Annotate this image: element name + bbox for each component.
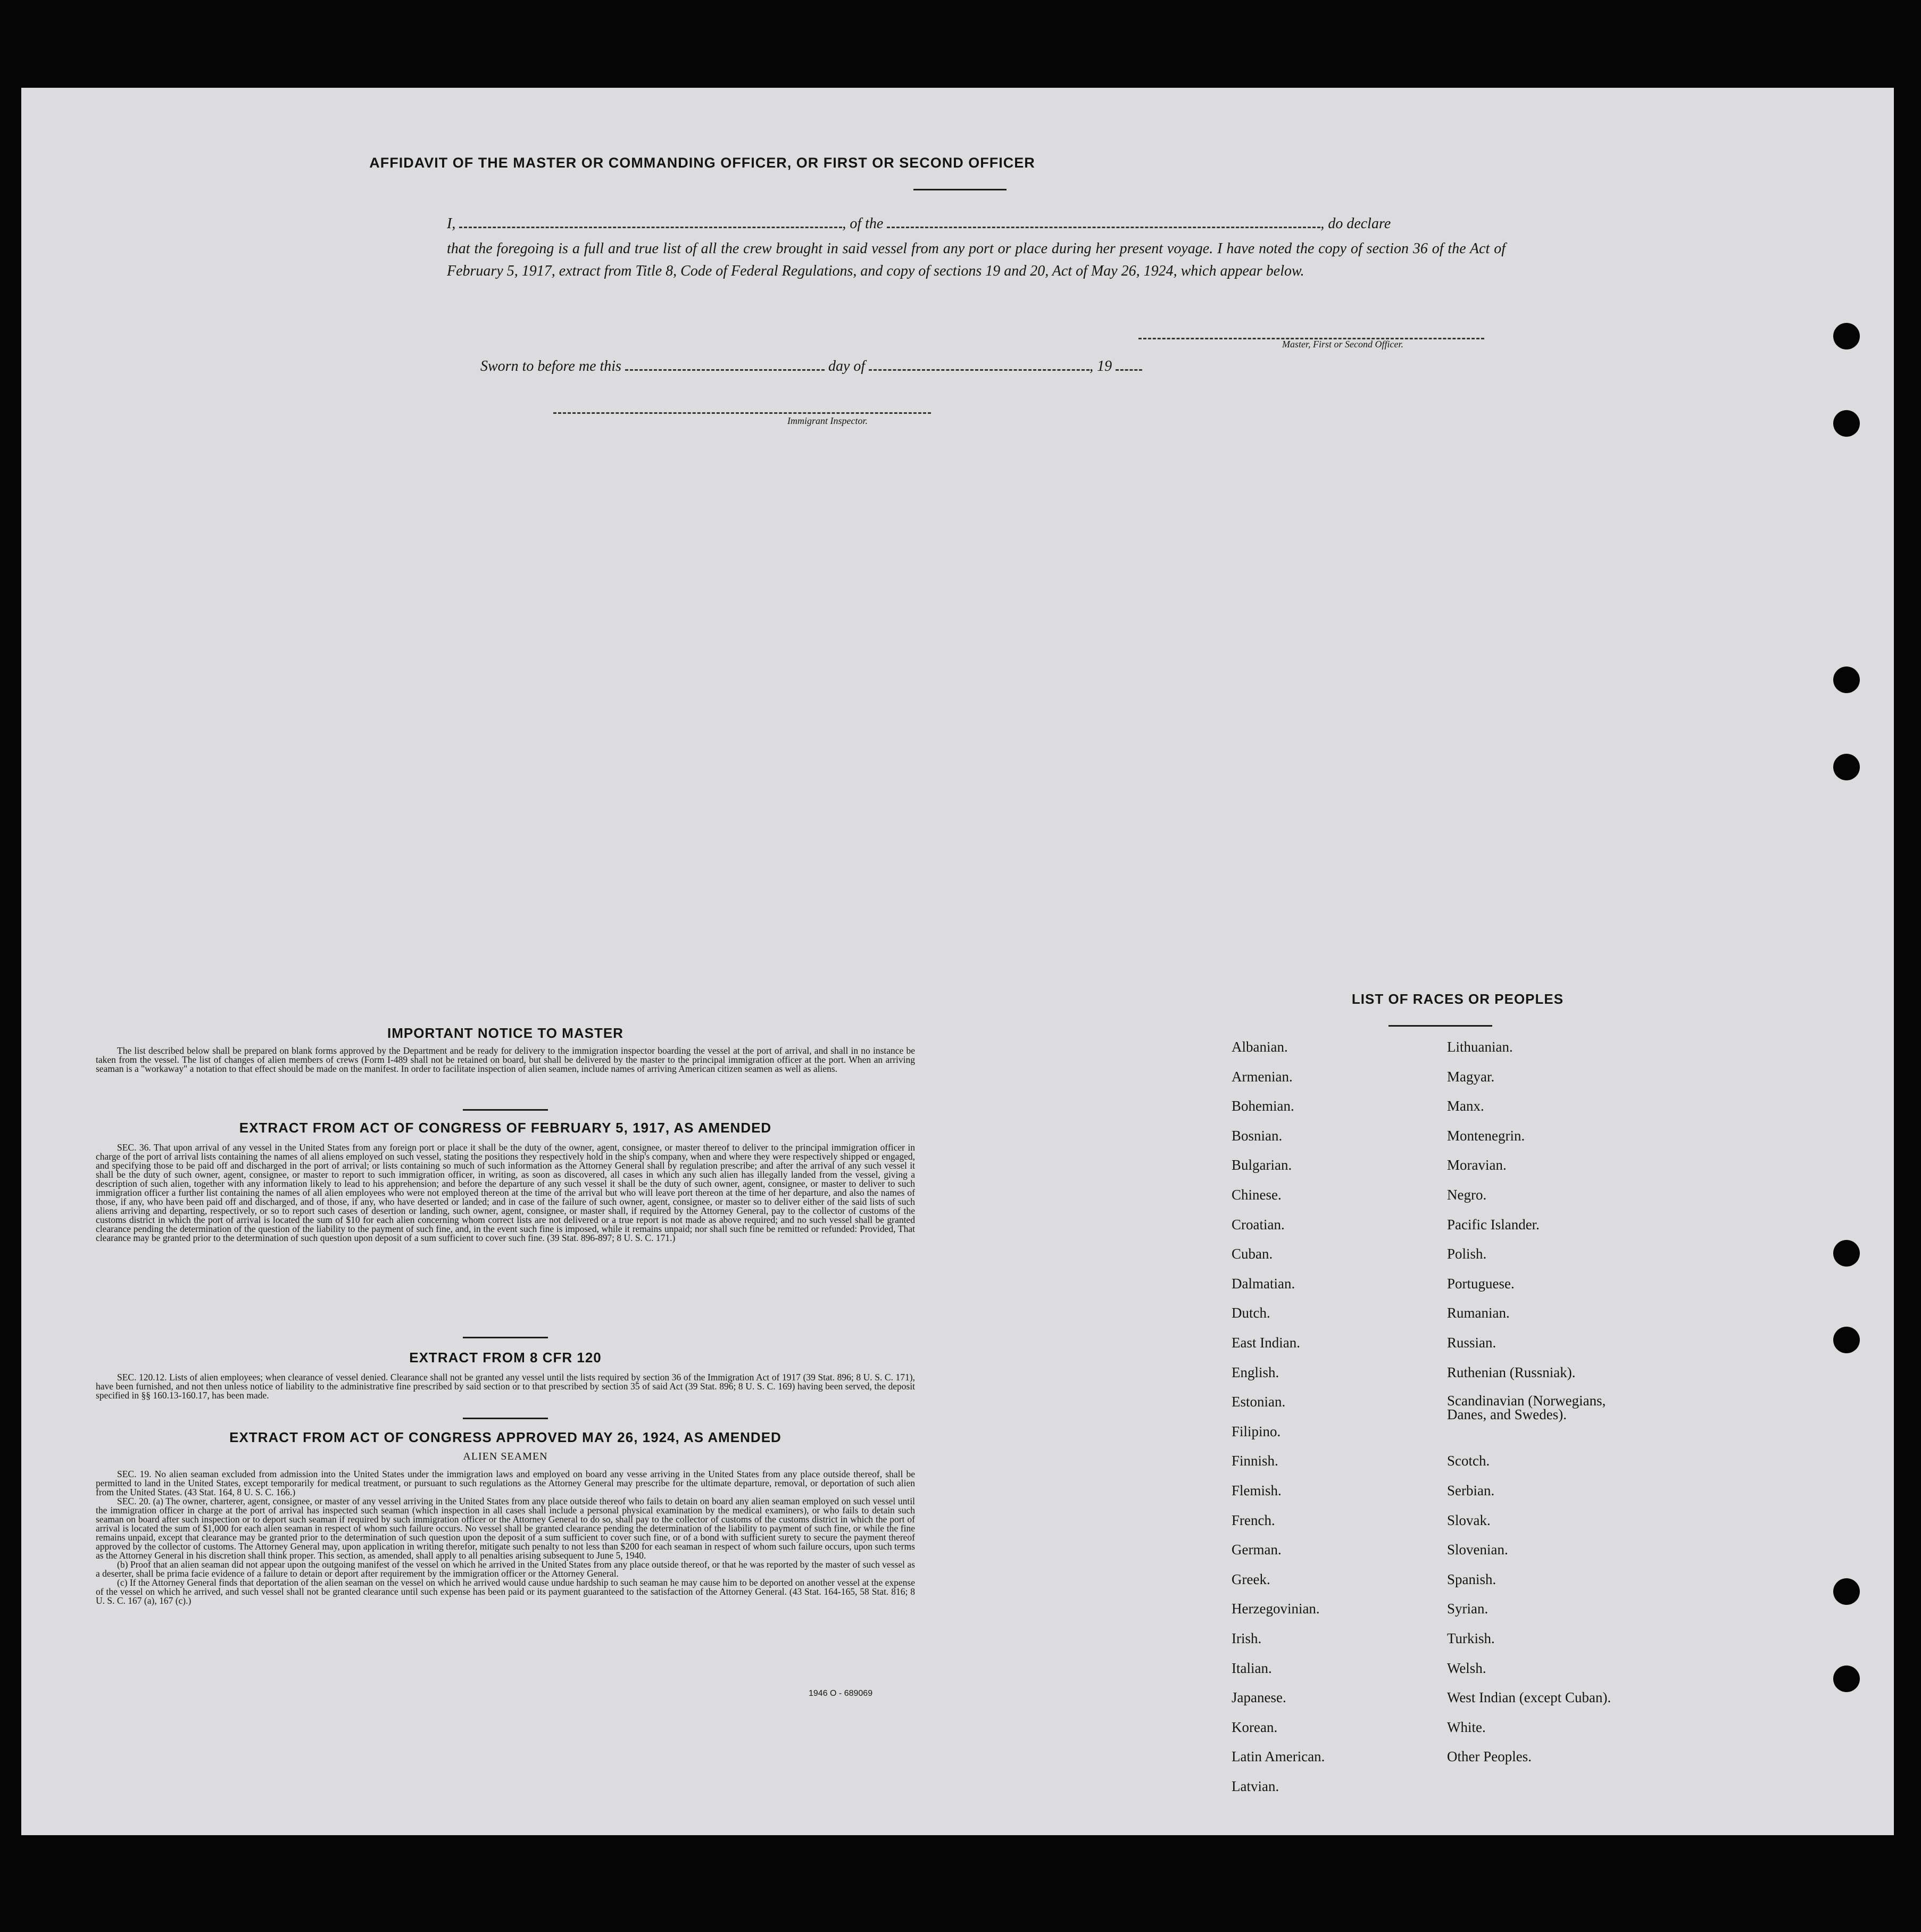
race-item: Armenian. [1232,1069,1293,1085]
notice-text: The list described below shall be prepared on blank forms approved by the Department and be ready for delivery to the immigration inspector boarding the vessel at the port of arrival, and shall in no instance be taken from the vessel. The list of changes of alien members of crews (Form I-489 shall not be retained on board, but shall be delivered by the master to the principal immigration officer at the port. When an arriving seaman is a "workaway" a notation to that effect should be made on the manifest. In order to facilitate inspection of alien seamen, include names of arriving American citizen seamen as well as aliens. [96,1045,915,1074]
race-item: Spanish. [1447,1571,1496,1587]
race-item: Korean. [1232,1719,1278,1735]
extract-1924-sec20a: SEC. 20. (a) The owner, charterer, agent, consignee, or master of any vessel arriving in the United States from any place outside thereof who fails to detain on board any alien seaman employed on such vessel until the immigration officer in charge at the port of arrival has inspected such seaman (which inspection in all cases shall include a personal physical examination by the medical examiners), or who fails to detain such seaman on board after such inspection or to deport such seaman if required by such immigration officer or the Attorney General to do so, shall pay to the collector of customs of the customs district in which the port of arrival is located the sum of $1,000 for each alien seaman in respect of whom such failure occurs. No vessel shall be granted clearance pending the determination of the liability to payment of such fine, or while the fine remains unpaid, except that clearance may be granted prior to the determination of such question upon the deposit of a sum sufficient to cover such fine, or of a bond with sufficient surety to secure the payment thereof approved by the collector of customs. The Attorney General may, upon application in writing therefor, mitigate such penalty to not less than $200 for each seaman in respect of whom such failure occurs, upon such terms as the Attorney General in his discretion shall think proper. This section, as amended, shall apply to all penalties arising subsequent to June 5, 1940. [96,1496,915,1561]
sworn-line [480,358,1142,375]
extract-1924-sec20b: (b) Proof that an alien seaman did not appear upon the outgoing manifest of the vessel on which he arrived in the United States from any place outside thereof, or that he was reported by the master of such vessel as a deserter, shall be prima facie evidence of a failure to detain or deport after requirement by the immigration officer or the Attorney General. [96,1559,915,1579]
declare-label: , do declare [1320,215,1391,232]
race-item: Bohemian. [1232,1098,1294,1114]
race-item: Welsh. [1447,1660,1486,1676]
race-item: Portuguese. [1447,1276,1515,1292]
punch-hole [1833,323,1860,349]
sworn-month-blank[interactable] [869,369,1090,371]
extract-cfr-title: EXTRACT FROM 8 CFR 120 [409,1350,602,1365]
race-item: East Indian. [1232,1335,1300,1351]
races-title: LIST OF RACES OR PEOPLES [1351,991,1564,1007]
declaration-line [447,215,1506,232]
race-item: Ruthenian (Russniak). [1447,1364,1576,1380]
race-item: Latvian. [1232,1778,1279,1794]
inspector-signature-line[interactable] [553,407,931,417]
race-item: Rumanian. [1447,1305,1510,1321]
race-item: Croatian. [1232,1217,1285,1233]
race-item: Japanese. [1232,1689,1286,1705]
race-item: Moravian. [1447,1157,1507,1173]
punch-hole [1833,754,1860,780]
race-item: Albanian. [1232,1039,1288,1055]
race-item: Latin American. [1232,1748,1325,1764]
punch-hole [1833,1665,1860,1692]
race-item: Bulgarian. [1232,1157,1292,1173]
race-item: Negro. [1447,1187,1487,1203]
race-item: Greek. [1232,1571,1270,1587]
race-item: Estonian. [1232,1394,1286,1410]
race-item: Flemish. [1232,1483,1282,1498]
punch-hole [1833,1327,1860,1353]
race-item: Irish. [1232,1630,1262,1646]
races-underline [1388,1025,1492,1027]
race-item: Pacific Islander. [1447,1217,1540,1233]
extract-cfr-text: SEC. 120.12. Lists of alien employees; when clearance of vessel denied. Clearance shall not be granted any vessel until the lists required by section 36 of the Immigration Act of 1917 (39 Stat. 896; 8 U. S. C. 171), have been furnished, and not then unless notice of liability to the administrative fine prescribed by said section or to that prescribed by section 35 of said Act (39 Stat. 896; 8 U. S. C. 169) having been served, the deposit specified in §§ 160.13-160.17, has been made. [96,1372,915,1401]
race-item: Syrian. [1447,1601,1488,1617]
race-item: Manx. [1447,1098,1484,1114]
notice-divider [463,1109,548,1111]
affidavit-title: AFFIDAVIT OF THE MASTER OR COMMANDING OFFICER, OR FIRST OR SECOND OFFICER [369,155,1035,171]
extract-1917-title: EXTRACT FROM ACT OF CONGRESS OF FEBRUARY 5, 1917, AS AMENDED [239,1120,772,1136]
year-label: , 19 [1090,358,1112,374]
declaration-body: that the foregoing is a full and true list of all the crew brought in said vessel from any port or place during her present voyage. I have noted the copy of section 36 of the Act of February 5, 1917, extract from Title 8, Code of Federal Regulations, and copy of sections 19 and 20, Act of May 26, 1924, which appear below. [447,240,1506,279]
race-item: Slovenian. [1447,1542,1508,1558]
race-item: White. [1447,1719,1486,1735]
i-label: I, [447,215,456,232]
race-item: Montenegrin. [1447,1128,1525,1144]
extract-1924-sec20c: (c) If the Attorney General finds that deportation of the alien seaman on the vessel on which he arrived would cause undue hardship to such seaman he may cause him to be deported on another vessel at the expense of the vessel on which he arrived, and such vessel shall not be granted clearance until such expense has been paid or its payment guaranteed to the satisfaction of the Attorney General. (43 Stat. 164-165, 58 Stat. 816; 8 U. S. C. 167 (a), 167 (c).) [96,1577,915,1606]
of-the-label: , of the [842,215,884,232]
race-item: Scotch. [1447,1453,1490,1469]
race-item: Turkish. [1447,1630,1495,1646]
race-item: German. [1232,1542,1282,1558]
inspector-label: Immigrant Inspector. [787,415,868,426]
race-item: Herzegovinian. [1232,1601,1320,1617]
title-underline [913,189,1007,190]
punch-hole [1833,410,1860,437]
extract-1924-title: EXTRACT FROM ACT OF CONGRESS APPROVED MAY 26, 1924, AS AMENDED [229,1429,781,1445]
extract-1917-divider [463,1337,548,1338]
notice-title: IMPORTANT NOTICE TO MASTER [387,1025,623,1041]
form-page [21,88,1894,1835]
extract-1924-sec19: SEC. 19. No alien seaman excluded from admission into the United States under the immigration laws and employed on board any vesse arriving in the United States from any place outside thereof, shall be permitted to land in the United States, except temporarily for medical treatment, or pursuant to such regulations as the Attorney General may prescribe for the ultimate departure, removal, or deportation of such alien from the United States. (43 Stat. 164, 8 U. S. C. 166.) [96,1469,915,1497]
race-item: Magyar. [1447,1069,1495,1085]
name-blank[interactable] [459,226,842,228]
race-item: West Indian (except Cuban). [1447,1689,1611,1705]
race-item: Serbian. [1447,1483,1495,1498]
punch-hole [1833,1578,1860,1605]
punch-hole [1833,667,1860,693]
race-item: Dutch. [1232,1305,1270,1321]
race-item: Finnish. [1232,1453,1278,1469]
master-signature-label: Master, First or Second Officer. [1282,339,1403,349]
race-item: French. [1232,1512,1275,1528]
punch-hole [1833,1240,1860,1267]
race-item: Slovak. [1447,1512,1491,1528]
print-code: 1946 O - 689069 [809,1689,873,1698]
extract-cfr-divider [463,1418,548,1419]
race-item: Other Peoples. [1447,1748,1532,1764]
sworn-year-blank[interactable] [1116,369,1142,371]
race-item: Scandinavian (Norwegians, Danes, and Swedes). [1447,1393,1606,1422]
race-item: Chinese. [1232,1187,1282,1203]
race-item: Lithuanian. [1447,1039,1513,1055]
race-item: Italian. [1232,1660,1272,1676]
extract-1917-text: SEC. 36. That upon arrival of any vessel in the United States from any foreign port or place it shall be the duty of the owner, agent, consignee, or master thereof to deliver to the principal immigration officer in charge of the port of arrival lists containing the names of all aliens employed on such vessel, stating the positions they respectively hold in the ship's company, when and where they were respectively shipped or engaged, and specifying those to be paid off and discharged in the port of arrival; or lists containing so much of such information as the Attorney General shall by regulation prescribe; and after the arrival of any such vessel it shall be the duty of such owner, agent, consignee, or master to report to such immigration officer, in writing, as soon as discovered, all cases in which any such alien has illegally landed from the vessel, giving a description of such alien, together with any information likely to lead to his apprehension; and before the departure of any such vessel it shall be the duty of such owner, agent, consignee, or master to deliver to such immigration officer a further list containing the names of all alien employees who were not employed thereon at the time of the arrival but who will leave port thereon at the time of her departure, and also the names of those, if any, who have been paid off and discharged, and of those, if any, who have deserted or landed; and in case of the failure of such owner, agent, consignee, or master so to deliver either of the said lists of such aliens arriving and departing, respectively, or so to report such cases of desertion or landing, such owner, agent, consignee, or master shall, if required by the Attorney General, pay to the collector of customs of the customs district in which the port of arrival is located the sum of $10 for each alien concerning whom correct lists are not delivered or a true report is not made as above required; and no such vessel shall be granted clearance pending the determination of the question of the liability to the payment of such fine, and, in the event such fine is imposed, while it remains unpaid; nor shall such fine be remitted or refunded: Provided, That clearance may be granted prior to the determination of such question upon deposit of a sum sufficient to cover such fine. (39 Stat. 896-897; 8 U. S. C. 171.) [96,1142,915,1243]
extract-1924-body [96,1470,915,1605]
race-item: Bosnian. [1232,1128,1283,1144]
race-item: English. [1232,1364,1279,1380]
race-item: Russian. [1447,1335,1496,1351]
day-of-label: day of [828,358,866,374]
race-item: Polish. [1447,1246,1487,1262]
sworn-label: Sworn to before me this [480,358,621,374]
race-item: Filipino. [1232,1423,1281,1439]
race-item: Cuban. [1232,1246,1273,1262]
vessel-blank[interactable] [887,226,1320,228]
sworn-day-blank[interactable] [625,369,825,371]
extract-1924-subtitle: ALIEN SEAMEN [463,1451,548,1462]
race-item: Dalmatian. [1232,1276,1295,1292]
